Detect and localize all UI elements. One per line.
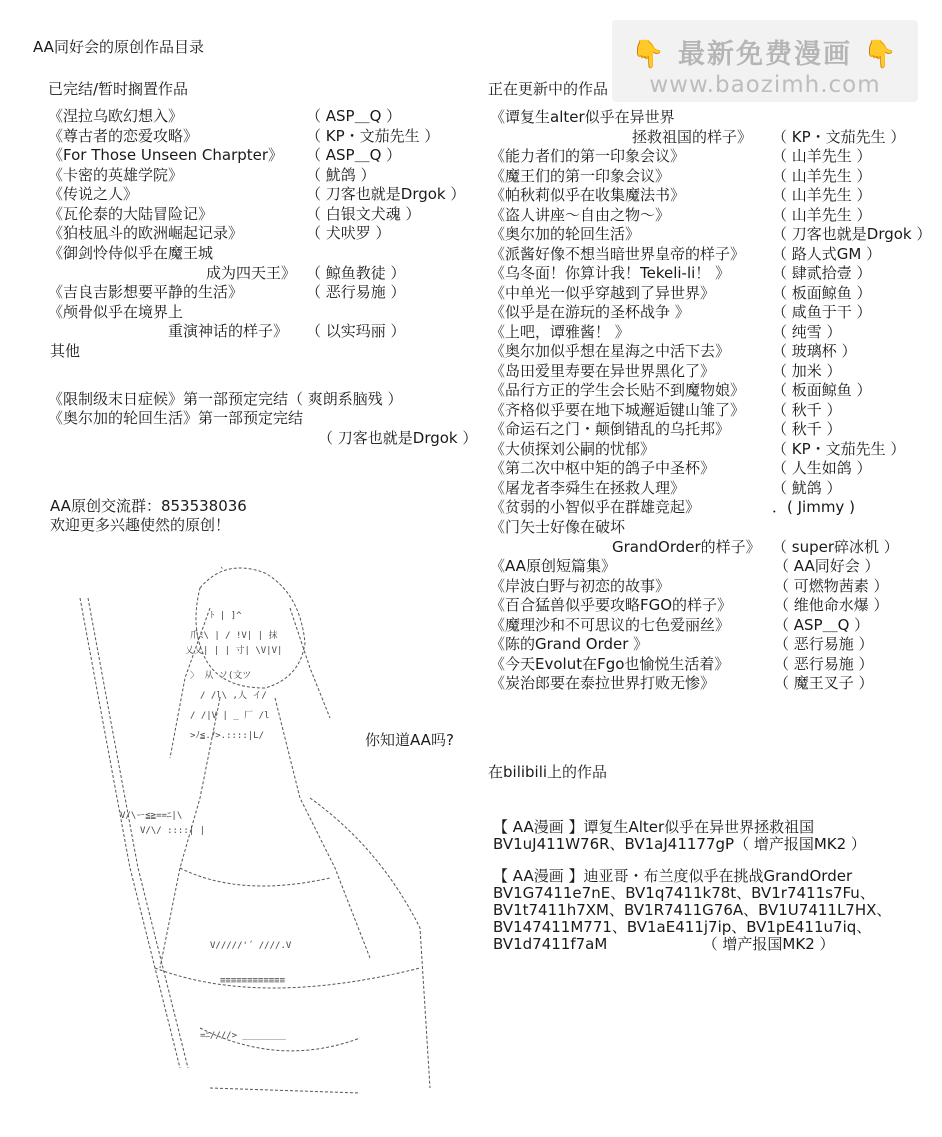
work-title: 《盗人讲座～自由之物～》 (490, 205, 671, 224)
svg-text:>ﾉ≦.ﾉ>.::::|L/: >ﾉ≦.ﾉ>.::::|L/ (190, 731, 265, 741)
work-title: 《涅拉乌欧幻想入》 (48, 107, 184, 125)
list-item (490, 362, 930, 382)
list-item (490, 245, 930, 265)
work-title: 《岛田爱里寿要在异世界黑化了》 (490, 361, 716, 380)
list-item (490, 147, 930, 167)
bilibili-entry-ids: BV1uJ411W76R、BV1aJ41177gP（ 增产报国MK2 ） (493, 835, 866, 853)
list-item (48, 322, 468, 342)
list-item (490, 440, 930, 460)
work-title: 《上吧，谭雅酱！ 》 (490, 322, 630, 341)
work-author: （ KP・文茄先生 ） (772, 439, 906, 458)
work-author: （ 维他命水爆 ） (774, 596, 889, 614)
svg-text:ﾄ | ]^: ﾄ | ]^ (210, 611, 242, 621)
work-title: 成为四天王》 (206, 263, 297, 282)
list-item (490, 538, 930, 558)
work-author: （ 山羊先生 ） (772, 205, 872, 224)
work-title: 《尊古者的恋爱攻略》 (48, 126, 199, 145)
list-item (490, 655, 930, 675)
list-item (490, 557, 930, 577)
bilibili-entry-ids: BV1G7411e7nE、BV1q7411k78t、BV1r7411s7Fu、 (493, 884, 875, 902)
list-item (490, 225, 930, 245)
work-author: （ 恶行易施 ） (774, 654, 874, 673)
work-author: （ 刀客也就是Drgok ） (306, 185, 466, 203)
work-author: （ 以实玛丽 ） (306, 322, 406, 340)
other-label-row (48, 342, 468, 362)
work-title: 《狛枝凪斗的欧洲崛起记录》 (48, 224, 244, 242)
work-author: （ 魷鸽 ） (772, 478, 842, 497)
work-author: （ 刀客也就是Drgok ） (772, 225, 932, 243)
svg-text:V/////'´ ////.V: V/////'´ ////.V (210, 941, 292, 951)
work-title: 《岸波白野与初恋的故事》 (490, 576, 671, 595)
work-author: （ 山羊先生 ） (772, 186, 872, 204)
work-author: （ ASP＿Q ） (774, 615, 870, 634)
work-author: （ KP・文茄先生 ） (306, 126, 440, 145)
svg-text:=ﾆ////> ________: =ﾆ////> ________ (200, 1031, 286, 1041)
work-title: 《AA原创短篇集》 (490, 557, 616, 575)
work-title: 《传说之人》 (48, 185, 139, 203)
work-author: ．( Jimmy ) (772, 498, 855, 516)
list-item (48, 107, 468, 127)
work-author: （ 咸鱼于干 ） (772, 303, 872, 321)
work-title: 《齐格似乎要在地下城邂逅键山雏了》 (490, 400, 746, 419)
work-author: （ ASP＿Q ） (306, 146, 402, 164)
work-title: 拯救祖国的样子》 (632, 127, 753, 146)
list-item (490, 264, 930, 284)
work-title: 《奥尔加的轮回生活》 (490, 225, 641, 243)
list-item (490, 381, 930, 401)
work-title: 《今天Evolut在Fgo也愉悦生活着》 (490, 654, 730, 673)
work-title: 《屠龙者李舜生在拯救人理》 (490, 478, 686, 497)
work-author: （ 魷鸽 ） (306, 165, 376, 184)
other-label: 其他 (50, 341, 81, 360)
list-item (48, 166, 468, 186)
other-item: 《奥尔加的轮回生活》第一部预定完结 (48, 409, 304, 427)
work-title: 《大侦探刘公嗣的忧郁》 (490, 439, 656, 458)
list-item (490, 323, 930, 343)
svg-text:/ /l\ ,人 イ/: / /l\ ,人 イ/ (200, 691, 267, 701)
list-item (490, 186, 930, 206)
work-author: （ 秋千 ） (772, 400, 842, 419)
list-item (490, 303, 930, 323)
pointing-down-hand-icon: 👇 (630, 39, 667, 70)
list-item (48, 127, 468, 147)
list-item (490, 596, 930, 616)
work-title: 《能力者们的第一印象会议》 (490, 147, 686, 165)
work-title: 《百合猛兽似乎要攻略FGO的样子》 (490, 596, 733, 614)
aa-art-figure (60, 548, 440, 1128)
bilibili-entry-title: 【 AA漫画 】迪亚哥・布兰度似乎在挑战GrandOrder (493, 867, 853, 885)
work-author: （ ASP＿Q ） (306, 107, 402, 125)
watermark-url: www.baozimh.com (649, 72, 881, 98)
work-author: （ 可燃物茜素 ） (774, 576, 889, 595)
work-title: 《颅骨似乎在境界上 (48, 302, 184, 321)
figure-head (196, 568, 305, 688)
work-title: 《魔理沙和不可思议的七色爱丽丝》 (490, 615, 731, 634)
work-author: （ 加米 ） (772, 361, 842, 380)
list-item (490, 498, 930, 518)
work-title: 《卡密的英雄学院》 (48, 165, 184, 184)
list-item (490, 206, 930, 226)
list-item (490, 518, 930, 538)
list-item (48, 283, 468, 303)
other-item: 《限制级末日症候》第一部预定完结（ 爽朗系脑残 ） (48, 390, 403, 408)
list-item (48, 224, 468, 244)
work-author: （ 山羊先生 ） (772, 147, 872, 165)
work-title: 《派酱好像不想当暗世界皇帝的样子》 (490, 244, 746, 263)
other-item-author: （ 刀客也就是Drgok ） (318, 429, 478, 447)
svg-text:/ /|V | _ 厂 /l: / /|V | _ 厂 /l (190, 711, 270, 721)
work-title: 《中单光一似乎穿越到了异世界》 (490, 283, 716, 302)
watermark (612, 20, 918, 102)
svg-text:、: 、 (220, 561, 230, 571)
work-author: （ 玻璃杯 ） (772, 342, 857, 360)
work-title: 《御剑怜侍似乎在魔王城 (48, 244, 214, 262)
svg-text:乂乂| | | 寸| \V|V|: 乂乂| | | 寸| \V|V| (185, 646, 283, 656)
completed-list (48, 107, 468, 244)
work-author: （ AA同好会 ） (774, 557, 880, 575)
work-author: （ 板面鲸鱼 ） (772, 381, 872, 399)
work-title: 《似乎是在游玩的圣杯战争 》 (490, 303, 690, 321)
bilibili-entry-title: 【 AA漫画 】谭复生Alter似乎在异世界拯救祖国 (493, 818, 815, 836)
list-item (490, 674, 930, 694)
work-author: （ 肆贰拾壹 ） (772, 264, 872, 282)
work-title: 《For Those Unseen Charpter》 (48, 146, 284, 164)
work-title: 《谭复生alter似乎在异世界 (490, 108, 675, 126)
list-item (490, 401, 930, 421)
completed-section-title: 已完结/暂时搁置作品 (48, 80, 189, 98)
work-title: 《陈的Grand Order 》 (490, 635, 649, 653)
list-item (48, 185, 468, 205)
welcome-text: 欢迎更多兴趣使然的原创！ (50, 516, 231, 534)
work-title: 《第二次中枢中矩的鸽子中圣杯》 (490, 459, 716, 477)
updating-list-first (490, 108, 930, 147)
bilibili-section-title: 在bilibili上的作品 (488, 763, 608, 781)
list-item (490, 108, 930, 128)
list-item (490, 577, 930, 597)
bilibili-entry-ids: BV1d7411f7aM （ 增产报国MK2 ） (493, 935, 835, 953)
list-item (490, 420, 930, 440)
work-author: （ 犬吠罗 ） (306, 224, 391, 242)
work-title: 《门矢士好像在破坏 (490, 518, 626, 536)
work-title: 《魔王们的第一印象会议》 (490, 166, 671, 185)
list-item (48, 244, 468, 264)
work-title: 《吉良吉影想要平静的生活》 (48, 283, 244, 301)
work-title: 《贫弱的小智似乎在群雄竞起》 (490, 498, 701, 516)
list-item (490, 342, 930, 362)
work-author: （ 鲸鱼教徒 ） (306, 263, 406, 282)
work-author: （ 纯雪 ） (772, 322, 842, 341)
svg-text:爪ﾐ\ | / !V| | 抹: 爪ﾐ\ | / !V| | 抹 (190, 631, 278, 641)
list-item (490, 128, 930, 148)
work-author: （ KP・文茄先生 ） (772, 127, 906, 146)
work-title: 《乌冬面！你算计我！Tekeli-li！ 》 (490, 264, 731, 282)
work-title: 《品行方正的学生会长贴不到魔物娘》 (490, 381, 746, 399)
watermark-title: 最新免费漫画 (678, 39, 852, 70)
page-title: AA同好会的原创作品目录 (33, 38, 204, 56)
work-title: 《炭治郎要在泰拉世界打败无惨》 (490, 674, 716, 692)
svg-text:〉 从 ソ(文ツ: 〉 从 ソ(文ツ (190, 671, 252, 681)
question-text: 你知道AA吗? (365, 731, 454, 749)
list-item (48, 146, 468, 166)
bilibili-entry-ids: BV1t7411h7XM、BV1R7411G76A、BV1U7411L7HX、 (493, 901, 892, 919)
work-author: （ 白银文犬魂 ） (306, 204, 421, 223)
list-item (490, 167, 930, 187)
updating-list (490, 147, 930, 518)
list-item (490, 635, 930, 655)
pointing-down-hand-icon: 👇 (863, 39, 900, 70)
work-author: （ 恶行易施 ） (306, 283, 406, 301)
work-title: 《瓦伦泰的大陆冒险记》 (48, 204, 214, 223)
work-title: 《帕秋莉似乎在收集魔法书》 (490, 186, 686, 204)
work-author: （ 山羊先生 ） (772, 166, 872, 185)
work-author: （ 板面鲸鱼 ） (772, 283, 872, 302)
work-author: （ 秋千 ） (772, 420, 842, 438)
work-author: （ 魔王叉子 ） (774, 674, 874, 692)
list-item (48, 205, 468, 225)
list-item (490, 459, 930, 479)
work-title: 《命运石之门・颠倒错乱的乌托邦》 (490, 420, 731, 438)
work-title: 《奥尔加似乎想在星海之中活下去》 (490, 342, 731, 360)
svg-text:≡≡≡≡≡≡≡≡≡≡≡≡: ≡≡≡≡≡≡≡≡≡≡≡≡ (220, 976, 286, 986)
work-author: （ 人生如鸽 ） (772, 459, 872, 477)
work-title: GrandOrder的样子》 (612, 537, 761, 556)
completed-list-extra (48, 244, 468, 361)
list-item (490, 284, 930, 304)
list-item (48, 303, 468, 323)
group-number: AA原创交流群：853538036 (50, 497, 247, 515)
svg-text:V/\/ ::::| |: V/\/ ::::| | (140, 826, 206, 836)
work-author: （ super碎冰机 ） (772, 537, 899, 556)
list-item (490, 479, 930, 499)
updating-list-men (490, 518, 930, 557)
list-item (490, 616, 930, 636)
updating-section-title: 正在更新中的作品 (488, 80, 609, 98)
svg-text:V/\ー≦≧==ﾆ|\: V/\ー≦≧==ﾆ|\ (120, 811, 183, 821)
updating-list-2 (490, 557, 930, 694)
bilibili-entry-ids: BV147411M771、BV1aE411j7ip、BV1pE411u7iq、 (493, 918, 872, 936)
list-item (48, 264, 468, 284)
work-title: 重演神话的样子》 (168, 322, 289, 340)
work-author: （ 恶行易施 ） (774, 635, 874, 653)
work-author: （ 路人式GM ） (772, 244, 882, 263)
